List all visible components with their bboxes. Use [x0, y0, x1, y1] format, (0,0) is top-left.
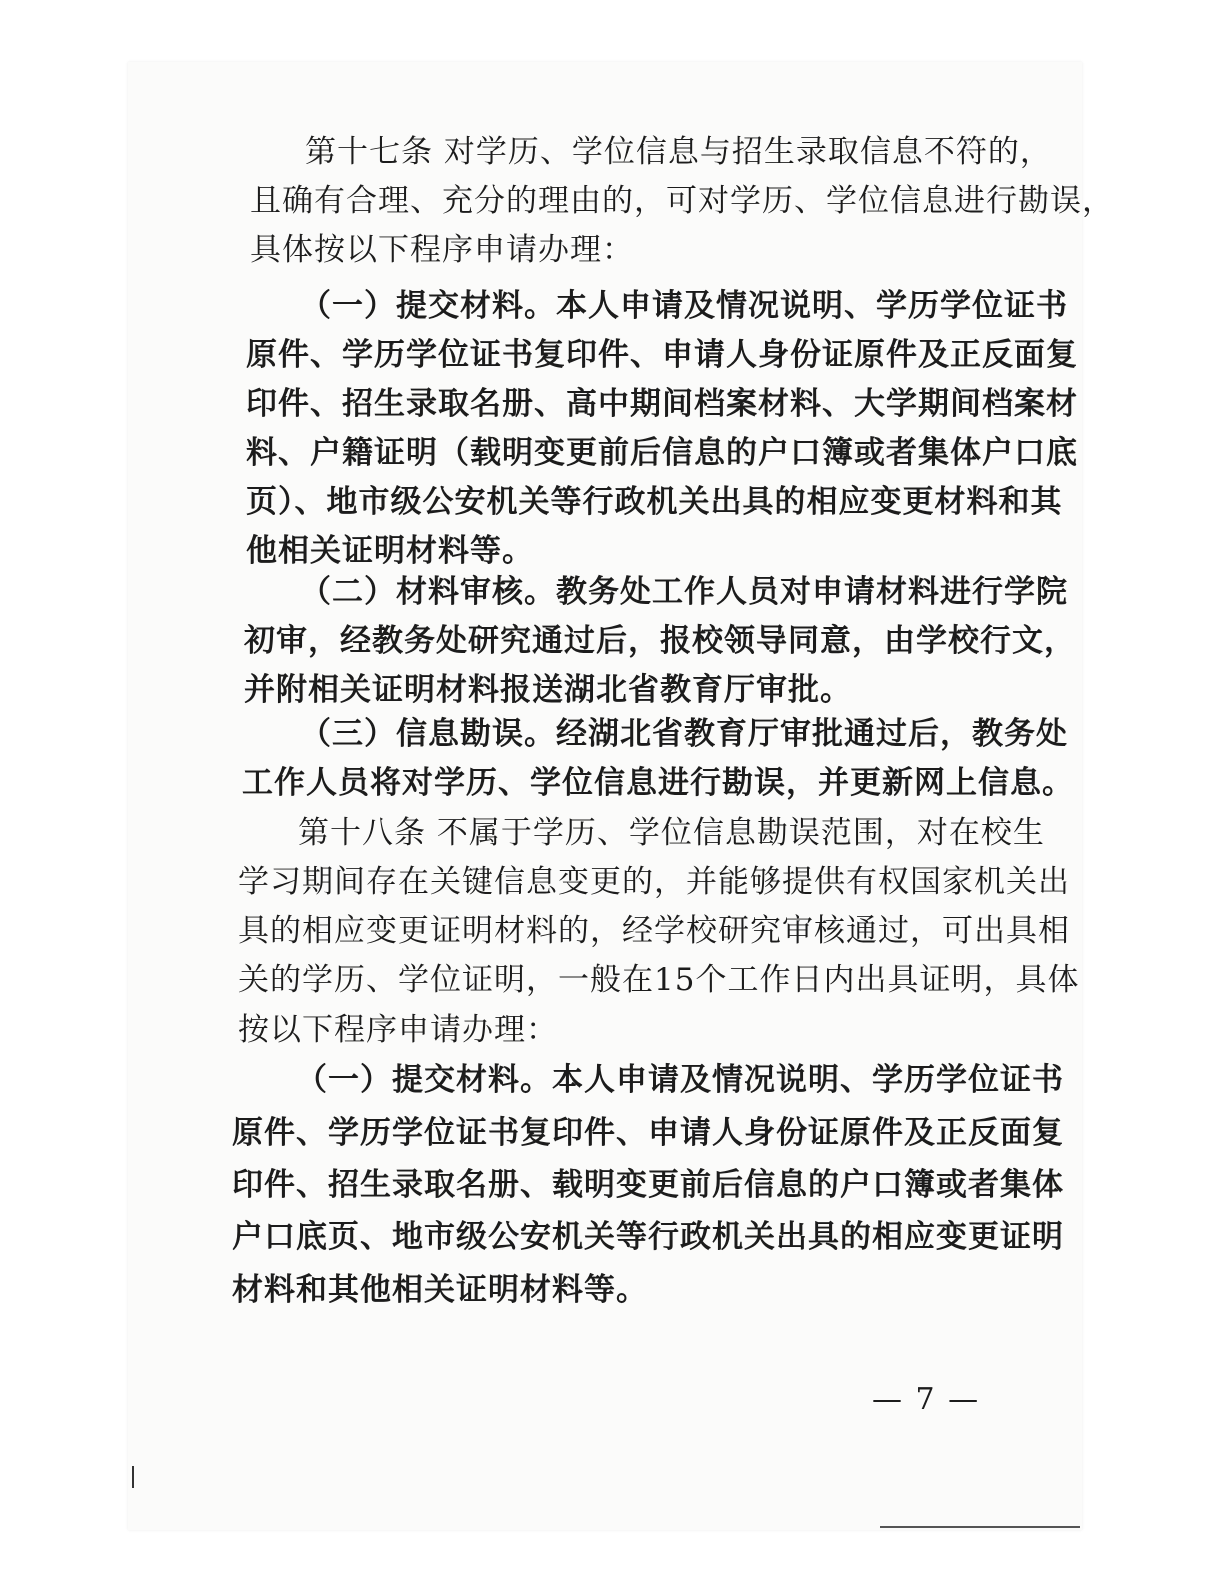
text-line: 他相关证明材料等。: [246, 533, 534, 569]
text-line: 材料和其他相关证明材料等。: [232, 1272, 648, 1308]
text-line: 印件、招生录取名册、载明变更前后信息的户口簿或者集体: [232, 1167, 1064, 1203]
text-line: 原件、学历学位证书复印件、申请人身份证原件及正反面复: [232, 1115, 1064, 1151]
text-line: 关的学历、学位证明，一般在15个工作日内出具证明，具体: [238, 962, 1080, 998]
text-line: 第十八条 不属于学历、学位信息勘误范围，对在校生: [298, 815, 1045, 851]
text-line: （二）材料审核。教务处工作人员对申请材料进行学院: [300, 574, 1068, 610]
text-line: 工作人员将对学历、学位信息进行勘误，并更新网上信息。: [242, 765, 1074, 801]
page-number: — 7 —: [872, 1382, 981, 1417]
text-line: 且确有合理、充分的理由的，可对学历、学位信息进行勘误，: [250, 183, 1114, 219]
text-line: 第十七条 对学历、学位信息与招生录取信息不符的，: [305, 134, 1052, 170]
text-line: 料、户籍证明（载明变更前后信息的户口簿或者集体户口底: [246, 435, 1078, 471]
text-line: 户口底页、地市级公安机关等行政机关出具的相应变更证明: [232, 1219, 1064, 1255]
scan-edge-mark: [132, 1466, 134, 1488]
text-line: 原件、学历学位证书复印件、申请人身份证原件及正反面复: [246, 337, 1078, 373]
text-line: 页）、地市级公安机关等行政机关出具的相应变更材料和其: [246, 484, 1063, 520]
text-line: 具的相应变更证明材料的，经学校研究审核通过，可出具相: [238, 913, 1070, 949]
text-line: （三）信息勘误。经湖北省教育厅审批通过后，教务处: [300, 716, 1068, 752]
text-line: 学习期间存在关键信息变更的，并能够提供有权国家机关出: [238, 864, 1070, 900]
text-line: 具体按以下程序申请办理：: [250, 232, 634, 268]
text-line: （一）提交材料。本人申请及情况说明、学历学位证书: [300, 288, 1068, 324]
text-line: 按以下程序申请办理：: [238, 1012, 558, 1048]
text-line: 印件、招生录取名册、高中期间档案材料、大学期间档案材: [246, 386, 1078, 422]
scan-edge-mark: [880, 1526, 1080, 1528]
text-line: 并附相关证明材料报送湖北省教育厅审批。: [244, 672, 852, 708]
text-line: （一）提交材料。本人申请及情况说明、学历学位证书: [296, 1062, 1064, 1098]
text-line: 初审，经教务处研究通过后，报校领导同意，由学校行文，: [244, 623, 1076, 659]
